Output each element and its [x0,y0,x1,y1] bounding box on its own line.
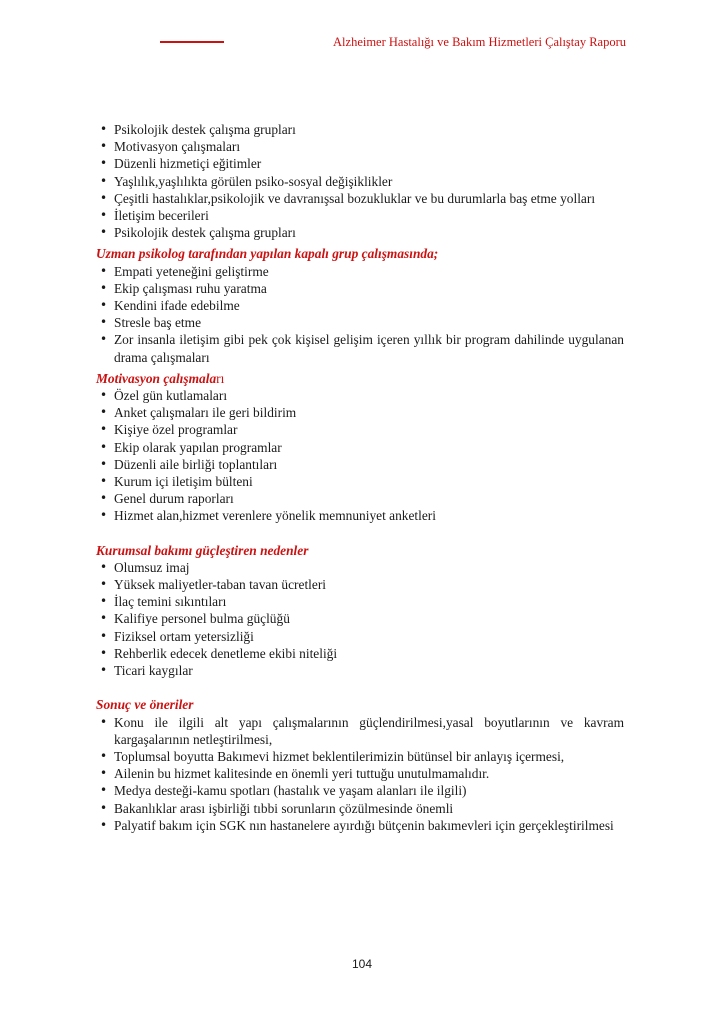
list-item: • Toplumsal boyutta Bakımevi hizmet beklentilerimizin bütünsel bir anlayış içermesi, [96,748,624,765]
list-item: • Ekip olarak yapılan programlar [96,439,624,456]
section-heading-psychologist: Uzman psikolog tarafından yapılan kapalı grup çalışmasında; [96,246,439,262]
list-item: • Psikolojik destek çalışma grupları [96,121,624,138]
section-heading-motivation-text: Motivasyon çalışmala [96,370,217,386]
list-item: • İlaç temini sıkıntıları [96,593,624,610]
section-heading-institutional-care: Kurumsal bakımı güçleştiren nedenler [96,542,309,558]
motivation-list [96,387,624,525]
list-item: • Yüksek maliyetler-taban tavan ücretleri [96,576,624,593]
list-item: • Hizmet alan,hizmet verenlere yönelik memnuniyet anketleri [96,507,624,524]
list-item: • Medya desteği-kamu spotları (hastalık ve yaşam alanları ile ilgili) [96,782,624,799]
list-item: • Motivasyon çalışmaları [96,138,624,155]
header-rule [160,41,224,43]
list-item: • Ailenin bu hizmet kalitesinde en önemli yeri tuttuğu unutulmamalıdır. [96,765,624,782]
list-item: • Çeşitli hastalıklar,psikolojik ve davranışsal bozukluklar ve bu durumlarla baş etme yolları [96,190,624,207]
page-number: 104 [351,957,373,971]
list-item: • Ticari kaygılar [96,662,624,679]
institutional-care-list [96,559,624,679]
list-item: • Fiziksel ortam yetersizliği [96,628,624,645]
section-heading-conclusions: Sonuç ve öneriler [96,697,194,713]
list-item: • Olumsuz imaj [96,559,624,576]
list-item: • Stresle baş etme [96,314,624,331]
list-item: • İletişim becerileri [96,207,624,224]
list-item: • Özel gün kutlamaları [96,387,624,404]
header-title: Alzheimer Hastalığı ve Bakım Hizmetleri Çalıştay Raporu [333,35,626,49]
list-item: • Empati yeteneğini geliştirme [96,263,624,280]
intro-list [96,121,624,241]
list-item: • Kişiye özel programlar [96,421,624,438]
list-item: • Psikolojik destek çalışma grupları [96,224,624,241]
list-item: • Düzenli aile birliği toplantıları [96,456,624,473]
page-content [96,121,624,834]
list-item: • Palyatif bakım için SGK nın hastanelere ayırdığı bütçenin bakımevleri için gerçekleştirilmesi [96,817,624,834]
list-item: • Kendini ifade edebilme [96,297,624,314]
section-heading-motivation-suffix: rı [216,370,225,386]
list-item: • Rehberlik edecek denetleme ekibi niteliği [96,645,624,662]
list-item: • Düzenli hizmetiçi eğitimler [96,155,624,172]
list-item: • Yaşlılık,yaşlılıkta görülen psiko-sosyal değişiklikler [96,173,624,190]
psychologist-list [96,263,624,366]
list-item: • Zor insanla iletişim gibi pek çok kişisel gelişim içeren yıllık bir program dahilinde uygulanan drama çalışmaları [96,331,624,365]
list-item: • Bakanlıklar arası işbirliği tıbbi sorunların çözülmesinde önemli [96,800,624,817]
list-item: • Ekip çalışması ruhu yaratma [96,280,624,297]
conclusions-list [96,714,624,834]
list-item: • Konu ile ilgili alt yapı çalışmalarının güçlendirilmesi,yasal boyutlarının ve kavram kargaşalarının netleştirilmesi, [96,714,624,748]
section-heading-motivation [96,370,624,387]
list-item: • Genel durum raporları [96,490,624,507]
list-item: • Kurum içi iletişim bülteni [96,473,624,490]
list-item: • Anket çalışmaları ile geri bildirim [96,404,624,421]
list-item: • Kalifiye personel bulma güçlüğü [96,610,624,627]
